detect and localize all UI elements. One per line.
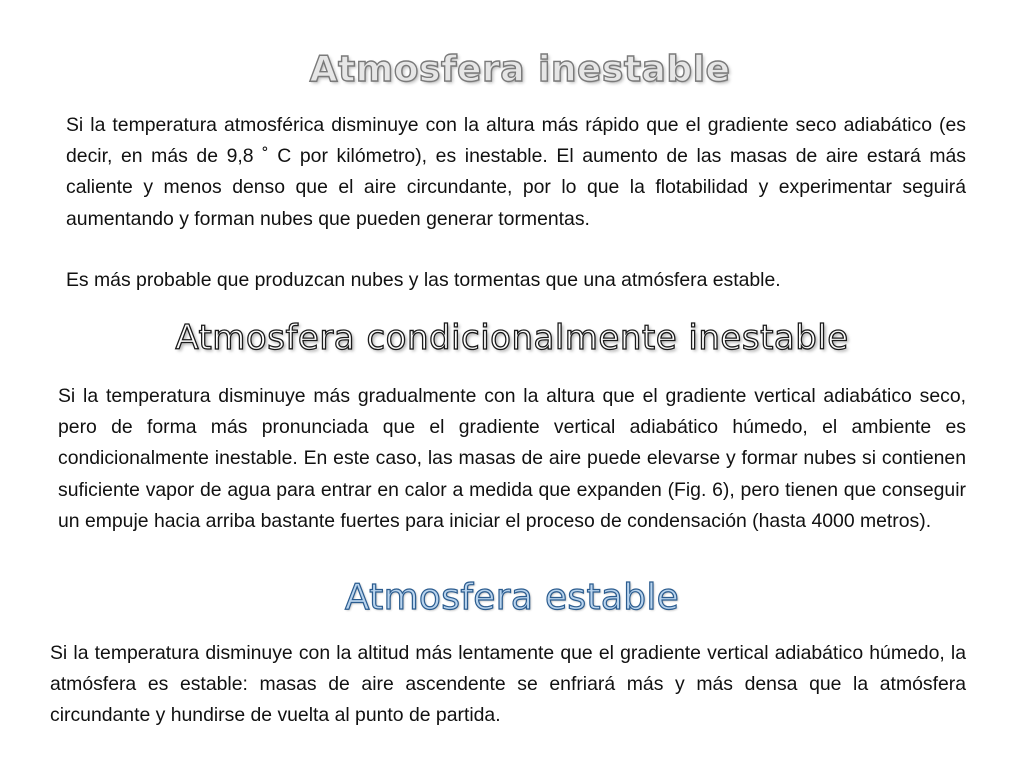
paragraph-condicionalmente-inestable: Si la temperatura disminuye más gradualmente con la altura que el gradiente vertical adiabático seco, pero de forma más pronunciada que el gradiente vertical adiabático húmedo, el ambiente es condicionalmente inestable. En este caso, las masas de aire puede elevarse y formar nubes si contienen suficiente vapor de agua para entrar en calor a medida que expanden (Fig. 6), pero tienen que conseguir un empuje hacia arriba bastante fuertes para iniciar el proceso de condensación (hasta 4000 metros). <box>58 385 966 532</box>
paragraph-inestable-1: Si la temperatura atmosférica disminuye con la altura más rápido que el gradiente seco adiabático (es decir, en más de 9,8 ˚ C por kilómetro), es inestable. El aumento de las masas de aire estará más caliente y menos denso que el aire circundante, por lo que la flotabilidad y experimentar seguirá aumentando y forman nubes que pueden generar tormentas. <box>66 114 966 230</box>
title-atmosfera-condicionalmente-inestable: Atmosfera condicionalmente inestable <box>175 318 849 358</box>
paragraph-estable: Si la temperatura disminuye con la altitud más lentamente que el gradiente vertical adiabático húmedo, la atmósfera es estable: masas de aire ascendente se enfriará más y más densa que la atmósfera circundante y hundirse de vuelta al punto de partida. <box>50 642 966 727</box>
paragraph-inestable-2: Es más probable que produzcan nubes y las tormentas que una atmósfera estable. <box>66 269 781 291</box>
title-atmosfera-inestable: Atmosfera inestable <box>309 49 731 90</box>
title-atmosfera-estable: Atmosfera estable <box>344 577 680 618</box>
